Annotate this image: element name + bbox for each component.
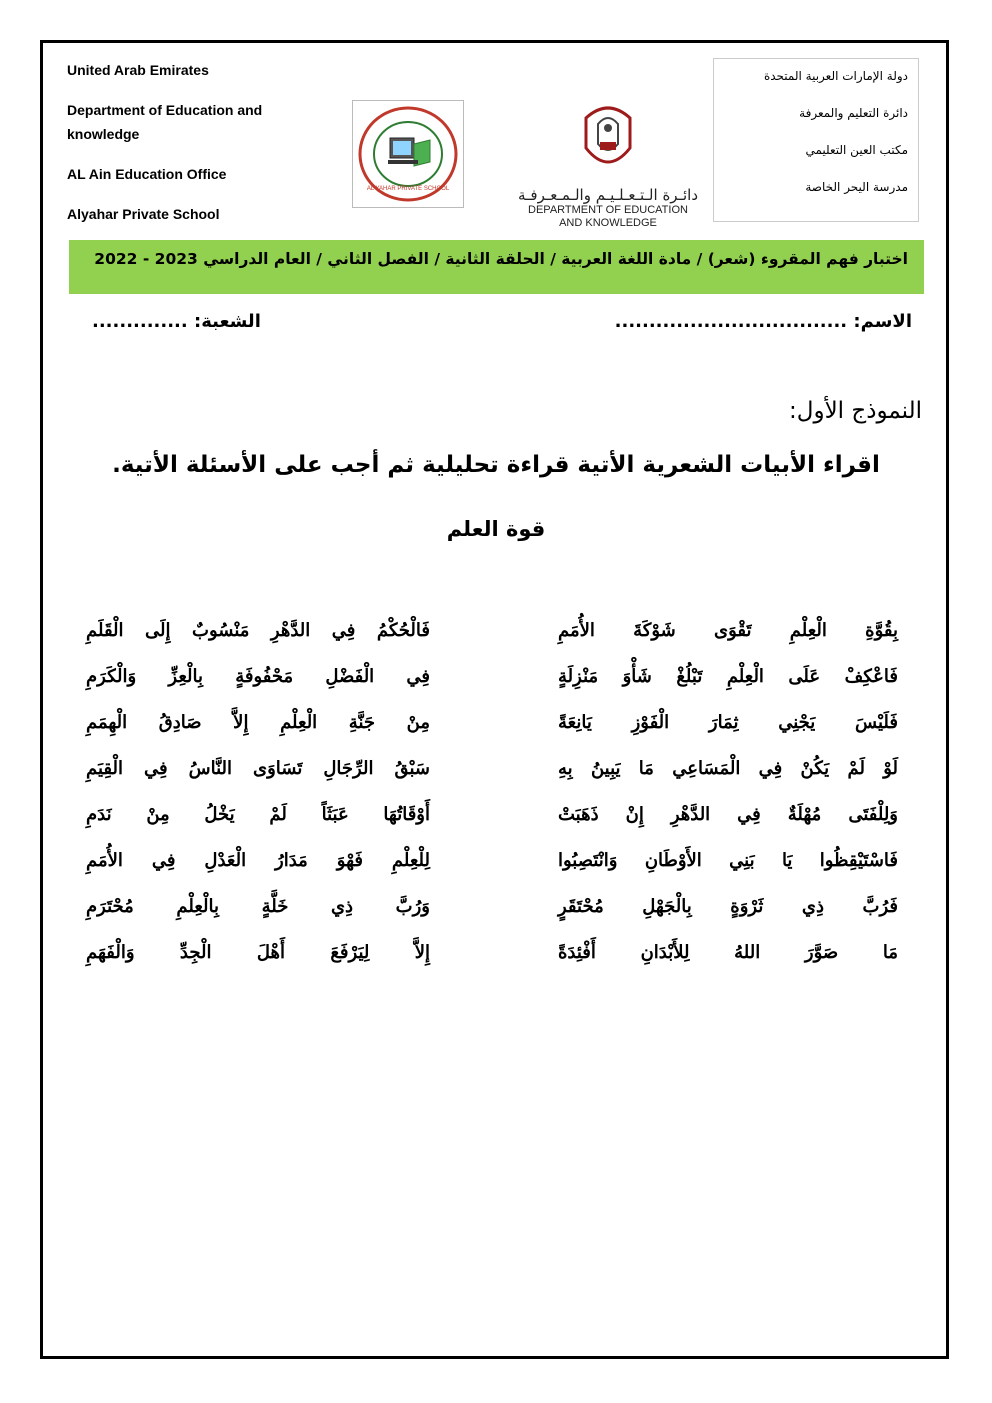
department-en: Department of Education and knowledge (67, 102, 263, 142)
country-ar: دولة الإمارات العربية المتحدة (763, 69, 908, 83)
school-en: Alyahar Private School (67, 206, 220, 222)
svg-text:AL YAHAR PRIVATE SCHOOL: AL YAHAR PRIVATE SCHOOL (366, 186, 450, 192)
verse-first-6: فَاسْتَيْقِظُوا يَا بَنِي الأَوْطَانِ وَانْتَصِبُوا (558, 850, 898, 871)
verse-first-3: فَلَيْسَ يَجْنِي ثِمَارَ الْفَوْزِ يَانِعَةً (558, 712, 898, 733)
exam-title-bar (69, 240, 924, 294)
school-logo (352, 100, 464, 208)
verse-second-4: سَبْقُ الرِّجَالِ تَسَاوَى النَّاسُ فِي الْقِيَمِ (86, 758, 430, 779)
verse-second-2: فِي الْفَضْلِ مَحْفُوفَةٍ بِالْعِزِّ وَالْكَرَمِ (86, 666, 430, 687)
student-name-field[interactable]: الاسم: .................................. (614, 311, 912, 332)
office-en: AL Ain Education Office (67, 166, 227, 182)
model-title: النموذج الأول: (789, 398, 922, 424)
verse-second-1: فَالْحُكْمُ فِي الدَّهْرِ مَنْسُوبٌ إِلَى الْقَلَمِ (86, 620, 430, 641)
emblem-icon (578, 98, 638, 176)
country-en: United Arab Emirates (67, 62, 209, 78)
verse-first-1: بِقُوَّةِ الْعِلْمِ تَقْوَى شَوْكَةَ الأُمَمِ (558, 620, 898, 641)
department-logo-en: DEPARTMENT OF EDUCATION AND KNOWLEDGE (528, 204, 688, 229)
department-logo-ar: دائـرة الـتـعـلـيـم والـمـعـرفـة (518, 186, 698, 204)
verse-first-2: فَاعْكِفْ عَلَى الْعِلْمِ تَبْلُغْ شَأْوَ مَنْزِلَةٍ (558, 666, 898, 687)
department-ar: دائرة التعليم والمعرفة (799, 106, 908, 120)
school-logo-icon (356, 104, 460, 204)
exam-title: اختبار فهم المقروء (شعر) / مادة اللغة العربية / الحلقة الثانية / الفصل الثاني / العام الدراسي 2023 - 2022 (94, 250, 908, 268)
verse-second-6: لِلْعِلْمِ فَهْوَ مَدَارُ الْعَدْلِ فِي الأُمَمِ (86, 850, 430, 871)
office-ar: مكتب العين التعليمي (805, 143, 908, 157)
department-logo (518, 98, 698, 236)
verse-second-3: مِنْ جَنَّةِ الْعِلْمِ إِلاَّ صَادِقُ الْهِمَمِ (86, 712, 430, 733)
verse-second-8: إِلاَّ لِيَرْفَعَ أَهْلَ الْجِدِّ وَالْفَهَمِ (86, 942, 430, 963)
verse-second-7: وَرُبَّ ذِي خَلَّةٍ بِالْعِلْمِ مُحْتَرَمِ (86, 896, 430, 917)
verse-first-8: مَا صَوَّرَ اللهُ لِلأَبْدَانِ أَفْئِدَةً (558, 942, 898, 963)
verse-first-5: وَلِلْفَتَى مُهْلَةٌ فِي الدَّهْرِ إِنْ ذَهَبَتْ (558, 804, 898, 825)
verse-first-4: لَوْ لَمْ يَكُنْ فِي الْمَسَاعِي مَا يَبِينُ بِهِ (558, 758, 898, 779)
instruction: اقراء الأبيات الشعرية الأتية قراءة تحليلية ثم أجب على الأسئلة الأتية. (112, 452, 880, 478)
verse-second-5: أَوْقَاتُهَا عَبَثَاً لَمْ يَخْلُ مِنْ نَدَمِ (86, 804, 430, 825)
header-left-info (67, 58, 307, 242)
verse-first-7: فَرُبَّ ذِي ثَرْوَةٍ بِالْجَهْلِ مُحْتَقَرٍ (558, 896, 898, 917)
student-section-field[interactable]: الشعبة: .............. (92, 311, 261, 332)
header-right-info (713, 58, 919, 222)
school-ar: مدرسة اليحر الخاصة (805, 180, 908, 194)
poem-title: قوة العلم (446, 517, 546, 541)
poem-second-hemistichs (86, 608, 430, 976)
poem-first-hemistichs (558, 608, 898, 976)
